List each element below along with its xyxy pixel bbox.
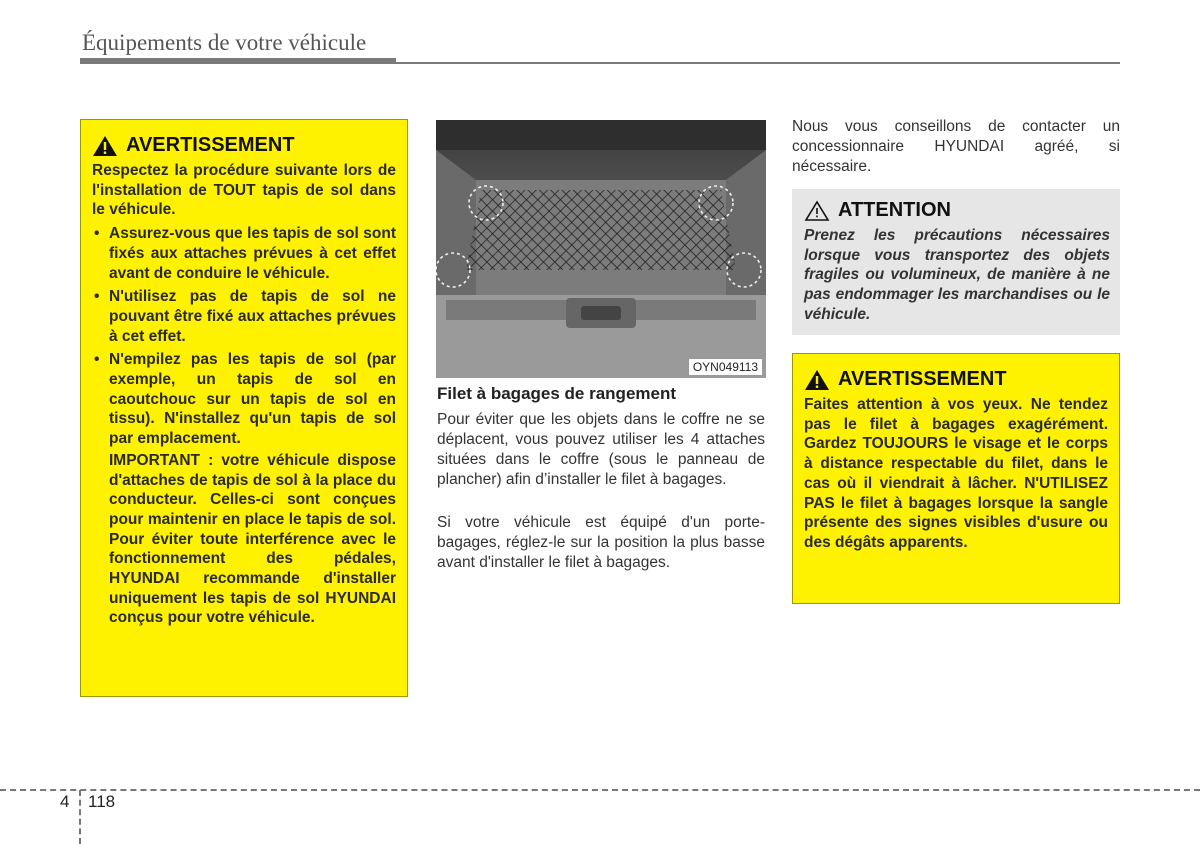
warning-bullet: • Assurez-vous que les tapis de sol sont fixés aux attaches prévues à cet effet avant de conduire le véhicule. — [92, 224, 396, 283]
header-bar — [80, 58, 396, 64]
page-header-title: Équipements de votre véhicule — [82, 30, 367, 55]
section-heading: Filet à bagages de rangement — [437, 384, 677, 403]
dealer-advice-paragraph: Nous vous conseillons de contacter un concessionnaire HYUNDAI agréé, si nécessaire. — [792, 118, 1120, 175]
footer-divider — [79, 790, 81, 844]
attention-title: ATTENTION — [838, 199, 951, 221]
floor-mat-warning-box — [80, 119, 408, 697]
trunk-cargo-net-image — [436, 120, 766, 378]
attention-heading — [804, 199, 1110, 222]
attention-box — [792, 189, 1120, 335]
warning-bullet: • N'utilisez pas de tapis de sol ne pouvant être fixé aux attaches prévues à cet effet. — [92, 287, 396, 346]
cargo-net-illustration — [436, 120, 766, 378]
header-rule — [396, 62, 1120, 64]
chapter-number: 4 — [60, 792, 70, 811]
warning-heading — [804, 368, 1108, 391]
warning-triangle-icon — [92, 135, 118, 157]
figure-code-label: OYN049113 — [689, 359, 762, 375]
page-number: 118 — [88, 792, 116, 811]
warning-important-note: IMPORTANT : votre véhicule dispose d'attaches de tapis de sol à la place du conducteur. Celles-ci sont conçues pour maintenir en place le tapis de sol. Pour éviter toute interférence avec le fonctionnement des pédales, HYUNDAI recommande d'installer uniquement les tapis de sol HYUNDAI conçus pour votre véhicule. — [109, 451, 396, 627]
section-paragraph-1: Pour éviter que les objets dans le coffre ne se déplacent, vous pouvez utiliser les 4 attaches situées dans le coffre (sous le panneau de plancher) afin d’installer le filet à bagages. — [437, 411, 765, 488]
warning-triangle-icon — [804, 369, 830, 391]
warning-heading — [92, 134, 396, 157]
warning-title: AVERTISSEMENT — [126, 134, 295, 156]
warning-bullet-list — [92, 224, 396, 449]
footer-rule — [0, 789, 1200, 791]
warning-bullet: • N'empilez pas les tapis de sol (par exemple, un tapis de sol en caoutchouc sur un tapis de sol en tissu). N'installez qu'un tapis de sol par emplacement. — [92, 350, 396, 449]
attention-text: Prenez les précautions nécessaires lorsque vous transportez des objets fragiles ou volumineux, de manière à ne pas endommager les marchandises ou le véhicule. — [804, 227, 1110, 323]
caution-triangle-icon — [804, 200, 830, 222]
cargo-net-warning-box — [792, 353, 1120, 604]
warning-intro: Respectez la procédure suivante lors de l'installation de TOUT tapis de sol dans le véhicule. — [92, 162, 396, 219]
warning-title: AVERTISSEMENT — [838, 368, 1007, 390]
section-paragraph-2: Si votre véhicule est équipé d'un porte-bagages, réglez-le sur la position la plus basse avant d'installer le filet à bagages. — [437, 514, 765, 571]
warning-text: Faites attention à vos yeux. Ne tendez pas le filet à bagages exagérément. Gardez TOUJOURS le visage et le corps à distance respectable du filet, dans le cas où il viendrait à lâcher. N'UTILISEZ PAS le filet à bagages lorsque la sangle présente des signes visibles d'usure ou des dégâts apparents. — [804, 396, 1108, 551]
